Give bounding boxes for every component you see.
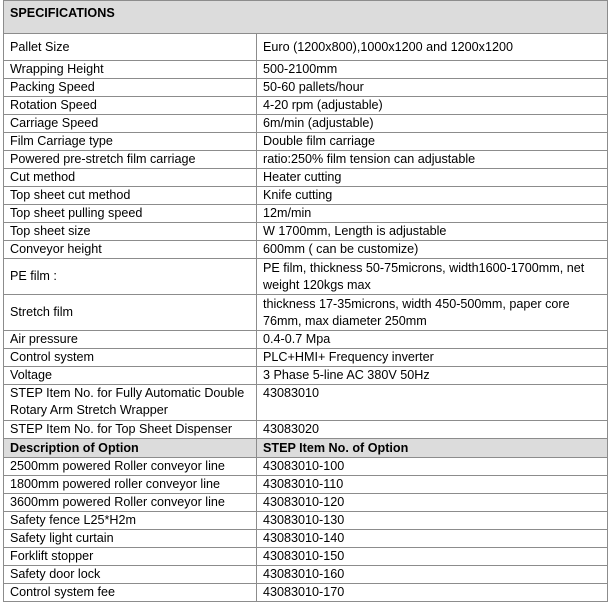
table-row (4, 97, 608, 115)
option-row (4, 584, 608, 602)
spec-value: PE film, thickness 50-75microns, width1600-1700mm, net weight 120kgs max (257, 259, 608, 295)
table-row (4, 295, 608, 331)
table-row (4, 205, 608, 223)
spec-value: 0.4-0.7 Mpa (257, 331, 608, 349)
option-description: 2500mm powered Roller conveyor line (4, 458, 257, 476)
option-item-no: 43083010-130 (257, 512, 608, 530)
spec-value: 3 Phase 5-line AC 380V 50Hz (257, 367, 608, 385)
table-row (4, 61, 608, 79)
table-row (4, 169, 608, 187)
option-row (4, 512, 608, 530)
spec-value: Knife cutting (257, 187, 608, 205)
spec-label: Top sheet pulling speed (4, 205, 257, 223)
spec-label: STEP Item No. for Fully Automatic Double Rotary Arm Stretch Wrapper (4, 385, 257, 421)
table-row (4, 133, 608, 151)
spec-value: 43083010 (257, 385, 608, 421)
spec-value: ratio:250% film tension can adjustable (257, 151, 608, 169)
spec-label: Control system (4, 349, 257, 367)
spec-label: Stretch film (4, 295, 257, 331)
spec-value: Double film carriage (257, 133, 608, 151)
spec-label: Carriage Speed (4, 115, 257, 133)
option-item-no: 43083010-170 (257, 584, 608, 602)
spec-value: Euro (1200x800),1000x1200 and 1200x1200 (257, 34, 608, 61)
spec-label: Air pressure (4, 331, 257, 349)
option-description: Safety light curtain (4, 530, 257, 548)
table-row (4, 115, 608, 133)
options-item-no-header: STEP Item No. of Option (257, 439, 608, 458)
option-row (4, 494, 608, 512)
option-item-no: 43083010-150 (257, 548, 608, 566)
table-row (4, 349, 608, 367)
spec-label: Cut method (4, 169, 257, 187)
option-item-no: 43083010-110 (257, 476, 608, 494)
spec-label: Top sheet size (4, 223, 257, 241)
option-row (4, 548, 608, 566)
spec-label: Pallet Size (4, 34, 257, 61)
table-row (4, 367, 608, 385)
option-row (4, 566, 608, 584)
spec-label: Film Carriage type (4, 133, 257, 151)
spec-label: PE film : (4, 259, 257, 295)
table-row (4, 151, 608, 169)
spec-value: thickness 17-35microns, width 450-500mm, paper core 76mm, max diameter 250mm (257, 295, 608, 331)
spec-label: STEP Item No. for Top Sheet Dispenser (4, 421, 257, 439)
spec-value: 50-60 pallets/hour (257, 79, 608, 97)
spec-value: Heater cutting (257, 169, 608, 187)
option-item-no: 43083010-160 (257, 566, 608, 584)
options-description-header: Description of Option (4, 439, 257, 458)
specifications-table (3, 0, 608, 602)
spec-label: Powered pre-stretch film carriage (4, 151, 257, 169)
table-row (4, 331, 608, 349)
table-title: SPECIFICATIONS (4, 1, 608, 34)
option-description: 3600mm powered Roller conveyor line (4, 494, 257, 512)
option-row (4, 530, 608, 548)
option-description: Safety fence L25*H2m (4, 512, 257, 530)
option-description: Safety door lock (4, 566, 257, 584)
spec-label: Conveyor height (4, 241, 257, 259)
options-header-row (4, 439, 608, 458)
table-row (4, 241, 608, 259)
spec-value: 500-2100mm (257, 61, 608, 79)
spec-value: 6m/min (adjustable) (257, 115, 608, 133)
option-description: 1800mm powered roller conveyor line (4, 476, 257, 494)
table-row (4, 79, 608, 97)
option-row (4, 476, 608, 494)
table-row (4, 34, 608, 61)
table-row (4, 259, 608, 295)
spec-label: Packing Speed (4, 79, 257, 97)
option-description: Control system fee (4, 584, 257, 602)
spec-value: W 1700mm, Length is adjustable (257, 223, 608, 241)
option-item-no: 43083010-140 (257, 530, 608, 548)
spec-value: 600mm ( can be customize) (257, 241, 608, 259)
spec-value: 4-20 rpm (adjustable) (257, 97, 608, 115)
spec-label: Rotation Speed (4, 97, 257, 115)
table-row (4, 187, 608, 205)
spec-label: Voltage (4, 367, 257, 385)
spec-value: PLC+HMI+ Frequency inverter (257, 349, 608, 367)
spec-value: 12m/min (257, 205, 608, 223)
option-item-no: 43083010-120 (257, 494, 608, 512)
table-title-row (4, 1, 608, 34)
option-item-no: 43083010-100 (257, 458, 608, 476)
table-row (4, 385, 608, 421)
spec-label: Top sheet cut method (4, 187, 257, 205)
option-description: Forklift stopper (4, 548, 257, 566)
option-row (4, 458, 608, 476)
table-row (4, 421, 608, 439)
spec-label: Wrapping Height (4, 61, 257, 79)
table-row (4, 223, 608, 241)
spec-value: 43083020 (257, 421, 608, 439)
